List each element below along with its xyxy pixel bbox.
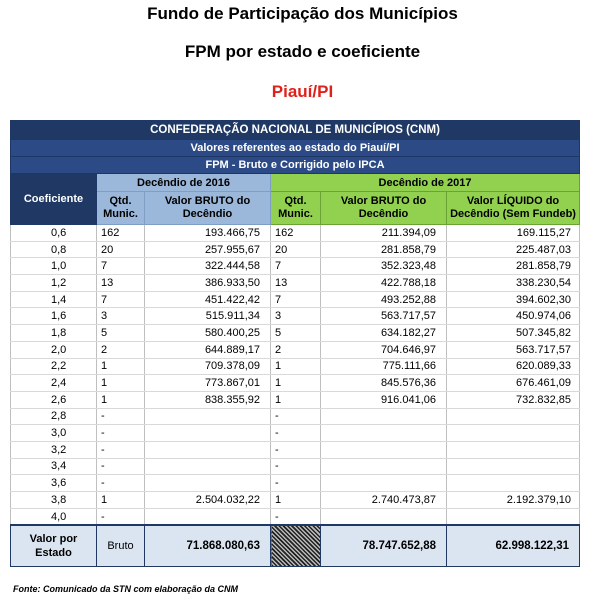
- table-row: [11, 441, 580, 458]
- cell-q17: 5: [271, 325, 321, 342]
- cell-q16: -: [97, 458, 145, 475]
- cell-v16: 322.444,58: [145, 258, 271, 275]
- cell-v16: 2.504.032,22: [145, 492, 271, 509]
- cell-b17: [321, 425, 447, 442]
- table-row: [11, 275, 580, 292]
- cell-l17: 225.487,03: [447, 241, 580, 258]
- cell-v16: 386.933,50: [145, 275, 271, 292]
- cell-v16: 451.422,42: [145, 291, 271, 308]
- header-coeficiente: Coeficiente: [11, 174, 97, 225]
- cell-b17: 2.740.473,87: [321, 492, 447, 509]
- table-row: [11, 258, 580, 275]
- cell-b17: 775.111,66: [321, 358, 447, 375]
- fpm-table: [10, 120, 580, 567]
- footer-kind: Bruto: [97, 525, 145, 567]
- table-row: [11, 241, 580, 258]
- title-fpm: Fundo de Participação dos Municípios: [147, 4, 458, 23]
- cell-l17: [447, 441, 580, 458]
- cell-v16: 257.955,67: [145, 241, 271, 258]
- cell-q16: 7: [97, 291, 145, 308]
- cell-q17: 1: [271, 375, 321, 392]
- cell-l17: 620.089,33: [447, 358, 580, 375]
- footer-total-2017-bruto: 78.747.652,88: [321, 525, 447, 567]
- cell-b17: 493.252,88: [321, 291, 447, 308]
- subject-band: FPM - Bruto e Corrigido pelo IPCA: [11, 157, 580, 174]
- table-row: [11, 475, 580, 492]
- cell-l17: 676.461,09: [447, 375, 580, 392]
- cell-l17: 507.345,82: [447, 325, 580, 342]
- table-row: [11, 492, 580, 509]
- cell-coef: 0,6: [11, 225, 97, 242]
- cell-q17: -: [271, 475, 321, 492]
- cell-q17: 13: [271, 275, 321, 292]
- cell-coef: 3,8: [11, 492, 97, 509]
- table-row: [11, 325, 580, 342]
- cell-q17: 162: [271, 225, 321, 242]
- cell-q16: 1: [97, 358, 145, 375]
- cell-coef: 2,8: [11, 408, 97, 425]
- cell-v16: 709.378,09: [145, 358, 271, 375]
- cell-l17: [447, 408, 580, 425]
- cell-q16: -: [97, 475, 145, 492]
- table-row: [11, 358, 580, 375]
- table-row: [11, 308, 580, 325]
- cell-v16: 644.889,17: [145, 341, 271, 358]
- footer-hatched-cell: [271, 525, 321, 567]
- header-liquido-2017: Valor LÍQUIDO do Decêndio (Sem Fundeb): [447, 192, 580, 225]
- cell-b17: 563.717,57: [321, 308, 447, 325]
- cell-q17: 7: [271, 291, 321, 308]
- cell-v16: [145, 475, 271, 492]
- cell-b17: 281.858,79: [321, 241, 447, 258]
- cell-q16: 2: [97, 341, 145, 358]
- table-row: [11, 291, 580, 308]
- cell-q17: 1: [271, 358, 321, 375]
- cell-l17: 450.974,06: [447, 308, 580, 325]
- cell-coef: 1,0: [11, 258, 97, 275]
- cell-b17: [321, 408, 447, 425]
- cell-b17: 916.041,06: [321, 391, 447, 408]
- cell-q16: -: [97, 508, 145, 525]
- table-row: [11, 408, 580, 425]
- table-row: [11, 391, 580, 408]
- cell-coef: 0,8: [11, 241, 97, 258]
- cell-v16: [145, 408, 271, 425]
- state-band: Valores referentes ao estado do Piauí/PI: [11, 140, 580, 157]
- table-row: [11, 425, 580, 442]
- cell-q17: -: [271, 425, 321, 442]
- cell-coef: 2,0: [11, 341, 97, 358]
- cell-v16: [145, 458, 271, 475]
- header-qtd-2017: Qtd. Munic.: [271, 192, 321, 225]
- header-decendio-2017: Decêndio de 2017: [271, 174, 580, 192]
- cell-l17: 2.192.379,10: [447, 492, 580, 509]
- cell-coef: 3,0: [11, 425, 97, 442]
- cell-b17: 634.182,27: [321, 325, 447, 342]
- subtitle-fpm-por-estado: FPM por estado e coeficiente: [184, 42, 421, 61]
- cell-l17: [447, 425, 580, 442]
- cell-b17: [321, 508, 447, 525]
- cell-q17: 3: [271, 308, 321, 325]
- cell-coef: 3,4: [11, 458, 97, 475]
- cell-l17: 732.832,85: [447, 391, 580, 408]
- cell-b17: 211.394,09: [321, 225, 447, 242]
- cell-q16: 13: [97, 275, 145, 292]
- table-row: [11, 225, 580, 242]
- cell-q17: 1: [271, 492, 321, 509]
- cell-q16: 1: [97, 492, 145, 509]
- cell-v16: [145, 425, 271, 442]
- cell-l17: 394.602,30: [447, 291, 580, 308]
- cell-v16: 773.867,01: [145, 375, 271, 392]
- state-title: Piauí/PI: [271, 82, 334, 101]
- footer-label: Valor por Estado: [11, 525, 97, 567]
- table-row: [11, 508, 580, 525]
- cell-b17: 704.646,97: [321, 341, 447, 358]
- cell-q17: -: [271, 508, 321, 525]
- cell-b17: 422.788,18: [321, 275, 447, 292]
- cell-v16: [145, 508, 271, 525]
- cell-q17: 7: [271, 258, 321, 275]
- cell-coef: 4,0: [11, 508, 97, 525]
- cell-b17: 352.323,48: [321, 258, 447, 275]
- cell-coef: 2,6: [11, 391, 97, 408]
- cell-coef: 2,2: [11, 358, 97, 375]
- cell-b17: 845.576,36: [321, 375, 447, 392]
- cell-q16: 1: [97, 375, 145, 392]
- footer-total-2016: 71.868.080,63: [145, 525, 271, 567]
- cell-coef: 1,8: [11, 325, 97, 342]
- org-band: CONFEDERAÇÃO NACIONAL DE MUNICÍPIOS (CNM): [11, 121, 580, 140]
- cell-l17: 281.858,79: [447, 258, 580, 275]
- cell-q16: 162: [97, 225, 145, 242]
- cell-l17: [447, 458, 580, 475]
- cell-q17: -: [271, 408, 321, 425]
- cell-coef: 3,2: [11, 441, 97, 458]
- cell-v16: 515.911,34: [145, 308, 271, 325]
- cell-coef: 1,4: [11, 291, 97, 308]
- cell-q16: -: [97, 408, 145, 425]
- cell-l17: 563.717,57: [447, 341, 580, 358]
- cell-v16: 193.466,75: [145, 225, 271, 242]
- cell-l17: 338.230,54: [447, 275, 580, 292]
- cell-q17: 1: [271, 391, 321, 408]
- cell-coef: 2,4: [11, 375, 97, 392]
- cell-coef: 3,6: [11, 475, 97, 492]
- cell-q16: 3: [97, 308, 145, 325]
- header-bruto-2017: Valor BRUTO do Decêndio: [321, 192, 447, 225]
- cell-q17: 2: [271, 341, 321, 358]
- cell-v16: 580.400,25: [145, 325, 271, 342]
- source-note: Fonte: Comunicado da STN com elaboração da CNM: [13, 584, 239, 594]
- cell-q17: -: [271, 458, 321, 475]
- header-qtd-2016: Qtd. Munic.: [97, 192, 145, 225]
- footer-total-2017-liquido: 62.998.122,31: [447, 525, 580, 567]
- table-row: [11, 375, 580, 392]
- cell-q16: -: [97, 425, 145, 442]
- cell-q17: 20: [271, 241, 321, 258]
- cell-v16: [145, 441, 271, 458]
- cell-b17: [321, 475, 447, 492]
- cell-l17: [447, 475, 580, 492]
- cell-coef: 1,6: [11, 308, 97, 325]
- table-row: [11, 341, 580, 358]
- cell-l17: [447, 508, 580, 525]
- cell-v16: 838.355,92: [145, 391, 271, 408]
- cell-b17: [321, 441, 447, 458]
- cell-q16: 5: [97, 325, 145, 342]
- cell-q16: 1: [97, 391, 145, 408]
- cell-coef: 1,2: [11, 275, 97, 292]
- cell-b17: [321, 458, 447, 475]
- cell-q16: 7: [97, 258, 145, 275]
- header-bruto-2016: Valor BRUTO do Decêndio: [145, 192, 271, 225]
- cell-q16: 20: [97, 241, 145, 258]
- cell-q16: -: [97, 441, 145, 458]
- table-row: [11, 458, 580, 475]
- header-decendio-2016: Decêndio de 2016: [97, 174, 271, 192]
- cell-q17: -: [271, 441, 321, 458]
- cell-l17: 169.115,27: [447, 225, 580, 242]
